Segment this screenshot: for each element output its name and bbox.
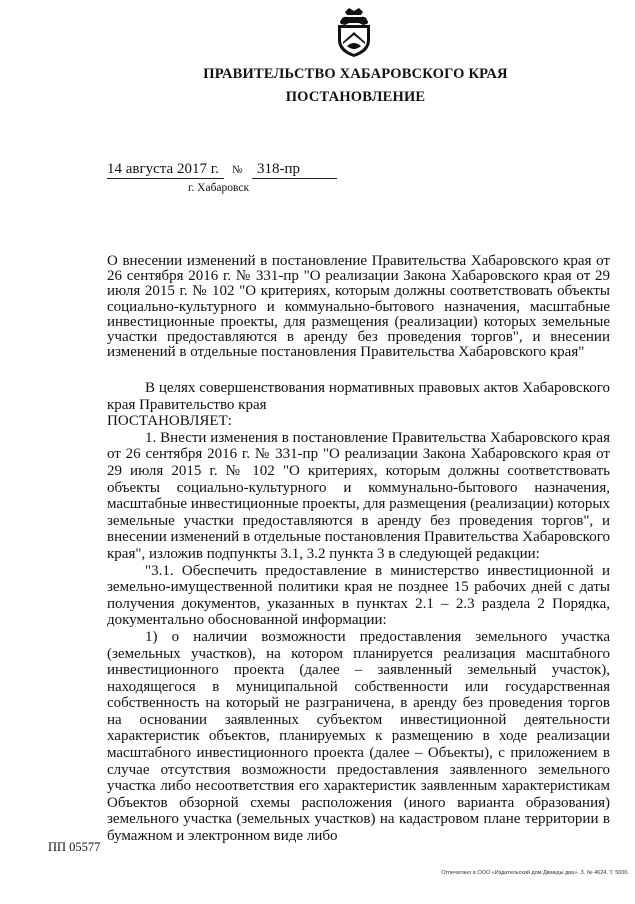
number-sign: № (232, 164, 243, 176)
printer-imprint: Отпечатано в ООО «Издательский дом Дважды два». З. № 4624. Т. 5000. (441, 870, 629, 876)
clause-3-1-item-1-paragraph: 1) о наличии возможности предоставления земельного участка (земельных участков), на котором планируется реализация масштабного инвестиционного проекта (далее – заявленный земельный участок), находящегося в муниципальной собственности или государственная собственность на который не разграничена, в аренду без проведения торгов на основании заявленных субъектом инвестиционной деятельности характеристик объектов, планируемых к размещению в ходе реализации масштабного инвестиционного проекта (далее – Объекты), с приложением в случае отсутствия возможности предоставления заявленного земельного участка либо несоответствия его характеристик заявленным характеристикам Объектов обзорной схемы расположения (иного варианта образования) земельного участка (земельных участков) на кадастровом плане территории в бумажном и электронном виде либо (107, 628, 610, 845)
document-number: 318-пр (257, 161, 301, 177)
document-date: 14 августа 2017 г. (107, 161, 219, 177)
government-name: ПРАВИТЕЛЬСТВО ХАБАРОВСКОГО КРАЯ (203, 66, 508, 82)
date-underline (107, 178, 224, 179)
document-title: О внесении изменений в постановление Правительства Хабаровского края от 26 сентября 2016 г. № 331-пр "О реализации Закона Хабаровского края от 29 июля 2015 г. № 102 "О критериях, которым должны соответствовать объекты социально-культурного и коммунально-бытового назначения, масштабные инвестиционные проекты, для размещения (реализации) которых земельные участки предоставляются в аренду без проведения торгов", и внесении изменений в отдельные постановления Правительства Хабаровского края" (107, 253, 610, 361)
clause-3-1-paragraph: "3.1. Обеспечить предоставление в министерство инвестиционной и земельно-имущественной политики края не позднее 15 рабочих дней с даты получения документов, указанных в пунктах 2.1 – 2.3 раздела 2 Порядка, документально обоснованной информации: (107, 562, 610, 629)
resolves-heading: ПОСТАНОВЛЯЕТ: (107, 413, 232, 430)
date-number-row (107, 161, 301, 178)
clause-1-paragraph: 1. Внести изменения в постановление Правительства Хабаровского края от 26 сентября 2016 г. № 331-пр "О реализации Закона Хабаровского края от 29 июля 2015 г. № 102 "О критериях, которым должны соответствовать объекты социально-культурного и коммунально-бытового назначения, масштабные инвестиционные проекты, для размещения (реализации) которых земельные участки предоставляются в аренду без проведения торгов", и внесении изменений в отдельные постановления Правительства Хабаровского края", изложив подпункты 3.1, 3.2 пункта 3 в следующей редакции: (107, 429, 610, 562)
coat-of-arms-icon (333, 6, 375, 58)
number-underline (252, 178, 337, 179)
document-type: ПОСТАНОВЛЕНИЕ (285, 89, 426, 105)
footer-code: ПП 05577 (48, 840, 101, 854)
intro-paragraph: В целях совершенствования нормативных правовых актов Хабаровского края Правительство края (107, 380, 610, 413)
document-city: г. Хабаровск (188, 182, 250, 194)
document-body (107, 380, 610, 845)
